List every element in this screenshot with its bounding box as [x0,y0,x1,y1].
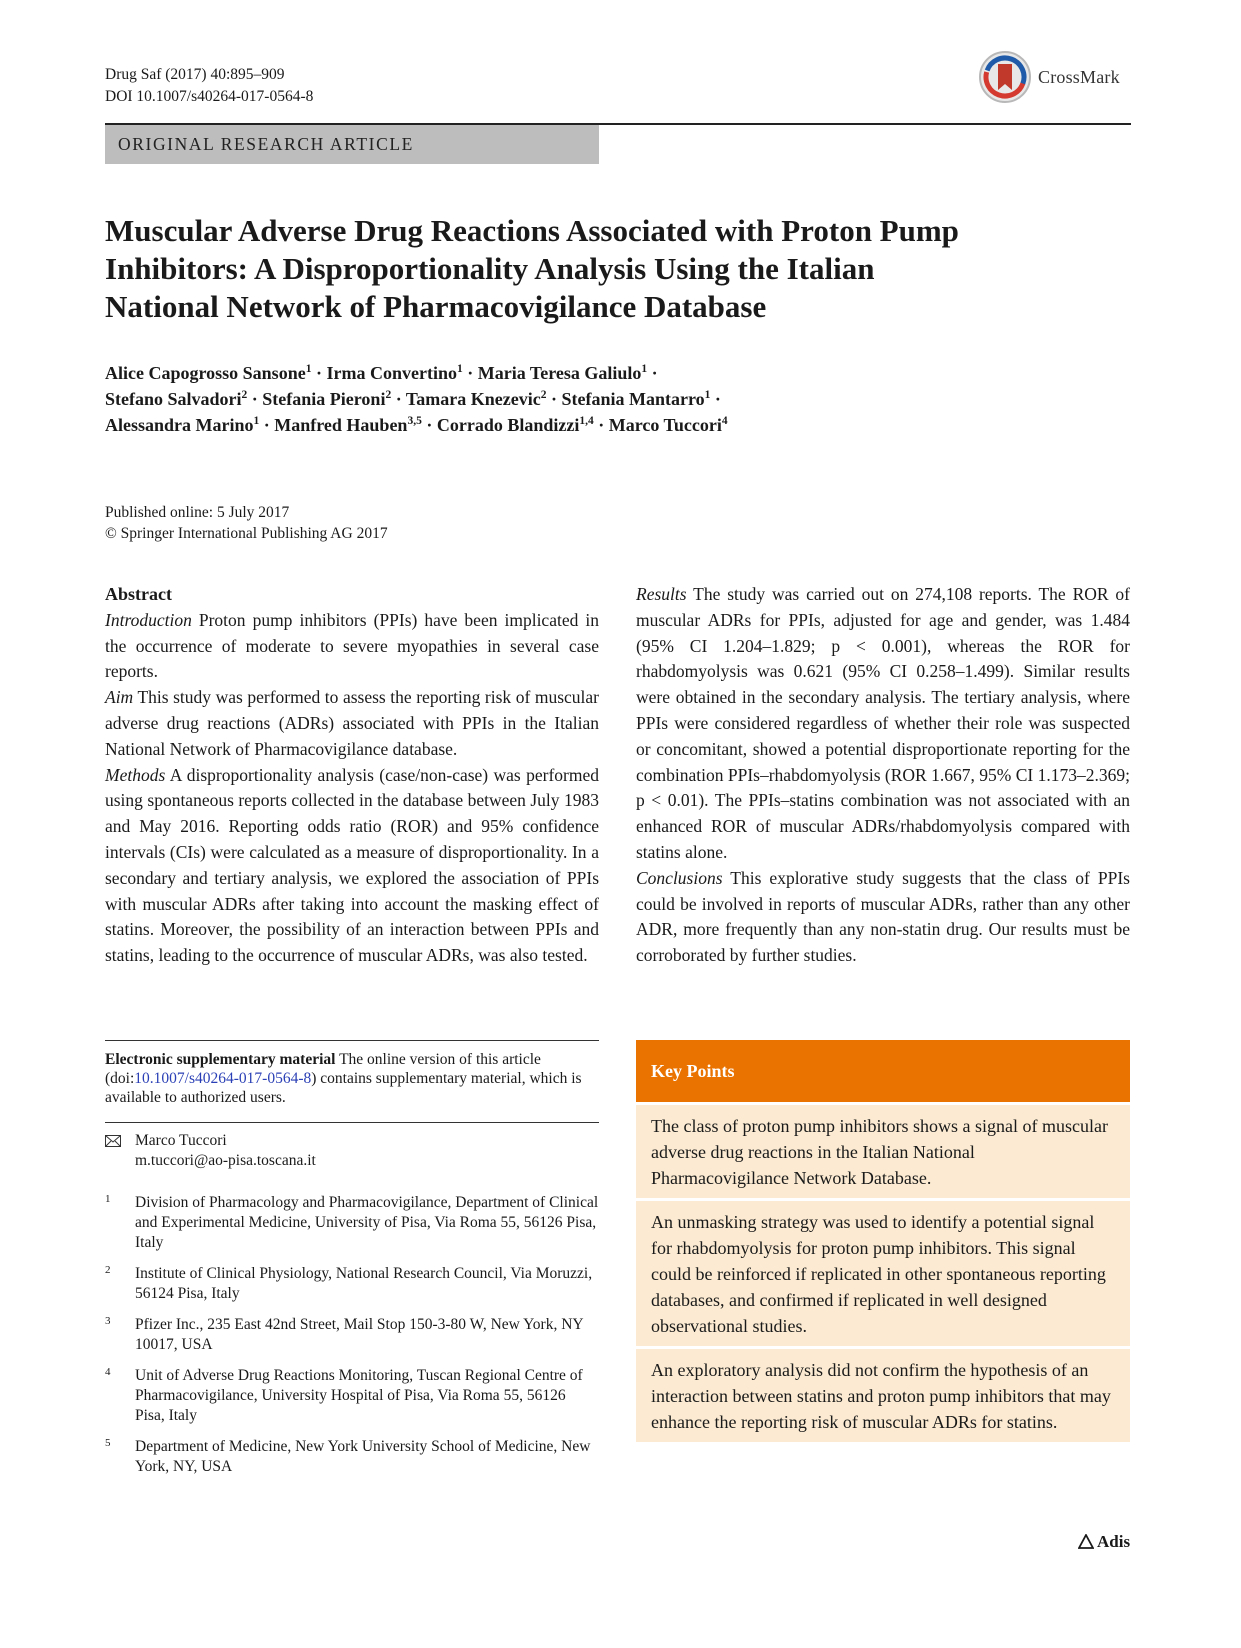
crossmark-icon [978,50,1032,104]
affiliations [105,1193,599,1488]
author-affil-ref: 1 [641,363,648,375]
author-name[interactable]: Maria Teresa Galiulo [477,363,642,383]
key-points-heading: Key Points [636,1040,1130,1102]
esm-divider [105,1122,599,1123]
affiliation-number: 3 [105,1315,111,1327]
author-separator: · [391,389,406,409]
author-name[interactable]: Alice Capogrosso Sansone [105,363,306,383]
author-separator: · [247,389,263,409]
author-name[interactable]: Stefania Mantarro [561,389,705,409]
abstract-methods [105,763,599,969]
section-label: Introduction [105,609,192,630]
author-affil-ref: 1 [253,415,260,427]
author-affil-ref: 3,5 [407,415,422,427]
publication-info [105,502,388,544]
publisher-name: Adis [1097,1532,1131,1551]
author-name[interactable]: Alessandra Marino [105,415,254,435]
affiliation-text: Department of Medicine, New York University School of Medicine, New York, NY, USA [135,1438,591,1475]
esm-text: The online version of this article (doi: [105,1051,541,1087]
key-point-item: An exploratory analysis did not confirm the hypothesis of an interaction between statins and proton pump inhibitors that may enhance the reporting risk of muscular ADRs for statins. [636,1346,1130,1442]
affiliation-text: Division of Pharmacology and Pharmacovigilance, Department of Clinical and Experimental Medicine, University of Pisa, Via Roma 55, 56126 Pisa, Italy [135,1194,599,1251]
title-line: Muscular Adverse Drug Reactions Associated with Proton Pump [105,213,959,248]
author-name[interactable]: Stefania Pieroni [262,389,386,409]
author-list [105,360,1105,438]
author-separator: · [546,389,562,409]
section-text: The study was carried out on 274,108 reports. The ROR of muscular ADRs for PPIs, adjusted for age and gender, was 1.484 (95% CI 1.204–1.829; p < 0.001), whereas the ROR for rhabdomyolysis was 0.621 (95% CI 0.258–1.499). Similar results were obtained in the secondary analysis. The tertiary analysis, where PPIs were considered regardless of whether their role was suspected or concomitant, showed a potential disproportionate reporting for the combination PPIs–rhabdomyolysis (ROR 1.667, 95% CI 1.173–2.369; p < 0.01). The PPIs–statins combination was not associated with an enhanced ROR of muscular ADRs/rhabdomyolysis compared with statins alone. [636,584,1131,862]
affiliation [105,1193,599,1253]
section-text: This explorative study suggests that the class of PPIs could be involved in reports of muscular ADRs, rather than any other ADR, more frequently than any non-statin drug. Our results must be corroborated by further studies. [636,867,1130,966]
affiliation [105,1264,599,1304]
adis-triangle-icon [1078,1534,1094,1549]
abstract-heading: Abstract [105,584,172,604]
crossmark-badge[interactable] [978,50,1130,104]
esm-label: Electronic supplementary material [105,1051,336,1068]
copyright: © Springer International Publishing AG 2017 [105,525,388,542]
doi-link[interactable]: 10.1007/s40264-017-0564-8 [134,1070,312,1087]
author-line [105,412,1105,438]
author-affil-ref: 2 [385,389,392,401]
section-label: Aim [105,687,134,708]
affiliation-number: 5 [105,1437,111,1449]
section-label: Conclusions [636,867,723,888]
supplementary-material-note [105,1040,599,1107]
abstract-right-column [636,582,1130,969]
author-affil-ref: 1 [704,389,711,401]
esm-text: ) contains supplementary material, which is available to authorized users. [105,1070,582,1106]
author-line [105,386,1105,412]
author-separator: · [593,415,609,435]
affiliation-number: 1 [105,1193,111,1205]
title-line: National Network of Pharmacovigilance Database [105,289,767,324]
section-text: A disproportionality analysis (case/non-case) was performed using spontaneous reports collected in the database between July 1983 and May 2016. Reporting odds ratio (ROR) and 95% confidence intervals (CIs) were calculated as a measure of disproportionality. In a secondary and tertiary analysis, we explored the association of PPIs with muscular ADRs after taking into account the masking effect of statins. Moreover, the possibility of an interaction between PPIs and statins, leading to the occurrence of muscular ADRs, was also tested. [105,764,599,966]
section-label: Results [636,584,687,604]
affiliation-text: Institute of Clinical Physiology, National Research Council, Via Moruzzi, 56124 Pisa, Italy [135,1265,593,1302]
article-title [105,212,1105,326]
author-affil-ref: 1 [456,363,463,375]
publisher-logo [1078,1532,1130,1552]
author-name[interactable]: Marco Tuccori [608,415,722,435]
affiliation [105,1366,599,1426]
author-separator: · [421,415,437,435]
author-affil-ref: 1 [305,363,312,375]
abstract-results [636,582,1130,866]
article-type-banner: ORIGINAL RESEARCH ARTICLE [105,125,599,164]
correspondence-email[interactable]: m.tuccori@ao-pisa.toscana.it [135,1152,316,1169]
abstract-conclusions [636,866,1130,969]
author-name[interactable]: Tamara Knezevic [405,389,541,409]
author-line [105,360,1105,386]
crossmark-label: CrossMark [1038,67,1120,87]
affiliation-number: 4 [105,1366,111,1378]
published-date: Published online: 5 July 2017 [105,504,290,521]
author-separator: · [259,415,275,435]
author-name[interactable]: Stefano Salvadori [105,389,242,409]
correspondence-name: Marco Tuccori [135,1132,227,1149]
author-separator: · [647,363,658,383]
key-point-item: The class of proton pump inhibitors shows a signal of muscular adverse drug reactions in the Italian National Pharmacovigilance Network Database. [636,1102,1130,1198]
abstract-aim [105,685,599,762]
author-affil-ref: 2 [241,389,248,401]
key-point-item: An unmasking strategy was used to identify a potential signal for rhabdomyolysis for proton pump inhibitors. This signal could be reinforced if replicated in other spontaneous reporting databases, and confirmed if replicated in well designed observational studies. [636,1198,1130,1346]
author-affil-ref: 4 [721,415,728,427]
journal-citation: Drug Saf (2017) 40:895–909 [105,66,285,83]
affiliation-text: Pfizer Inc., 235 East 42nd Street, Mail Stop 150-3-80 W, New York, NY 10017, USA [135,1316,584,1353]
affiliation-number: 2 [105,1264,111,1276]
abstract-introduction [105,608,599,685]
affiliation-text: Unit of Adverse Drug Reactions Monitoring, Tuscan Regional Centre of Pharmacovigilance, University Hospital of Pisa, Via Roma 55, 56126 Pisa, Italy [135,1367,583,1424]
abstract-left-column [105,582,599,969]
author-affil-ref: 2 [540,389,547,401]
doi: DOI 10.1007/s40264-017-0564-8 [105,88,314,105]
affiliation [105,1315,599,1355]
title-line: Inhibitors: A Disproportionality Analysis Using the Italian [105,251,875,286]
author-separator: · [710,389,721,409]
author-separator: · [462,363,478,383]
section-text: This study was performed to assess the reporting risk of muscular adverse drug reactions (ADRs) associated with PPIs in the Italian National Network of Pharmacovigilance database. [105,687,599,759]
author-name[interactable]: Manfred Hauben [274,415,408,435]
author-affil-ref: 1,4 [579,415,594,427]
envelope-icon [105,1135,121,1147]
section-label: Methods [105,764,166,785]
key-points-box [636,1040,1130,1442]
section-text: Proton pump inhibitors (PPIs) have been implicated in the occurrence of moderate to severe myopathies in several case reports. [105,609,599,682]
affiliation [105,1437,599,1477]
author-name[interactable]: Corrado Blandizzi [436,415,580,435]
author-separator: · [311,363,327,383]
author-name[interactable]: Irma Convertino [326,363,457,383]
journal-info [105,64,313,108]
correspondence [105,1131,316,1171]
